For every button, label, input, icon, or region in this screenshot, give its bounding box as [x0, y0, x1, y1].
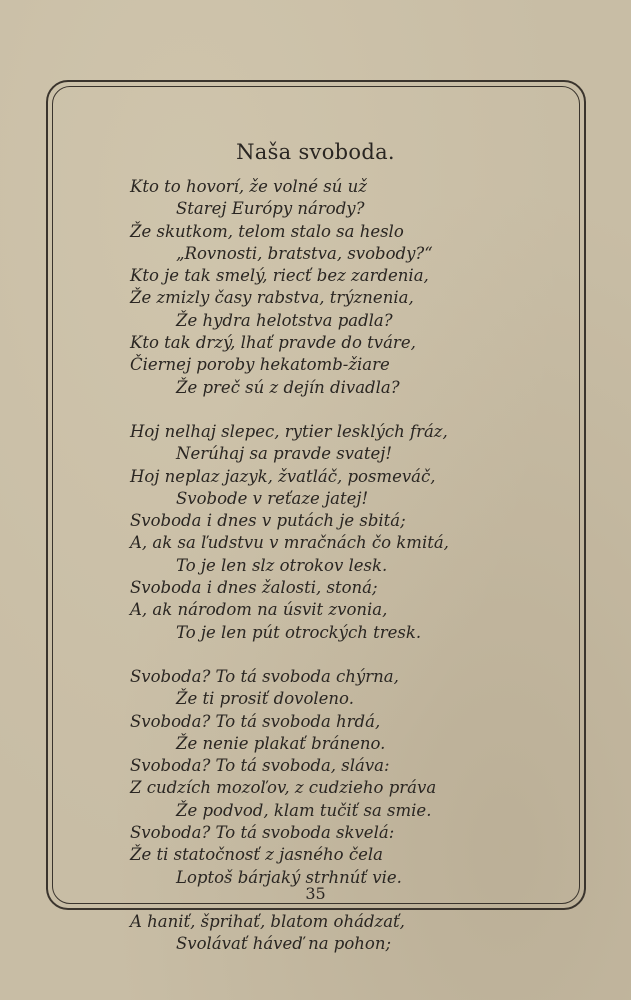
stanza — [130, 176, 570, 399]
poem-line: Svoboda? To tá svoboda hrdá, — [130, 711, 381, 731]
stanza — [130, 666, 570, 889]
poem-line: Že hydra helotstva padla? — [176, 310, 393, 330]
page-number: 35 — [305, 884, 326, 903]
poem-line: Kto tak drzý, lhať pravde do tváre, — [130, 333, 416, 353]
poem-line: Že ti statočnosť z jasného čela — [130, 845, 383, 865]
poem-line: Starej Európy národy? — [176, 199, 365, 219]
poem-line: „Rovnosti, bratstva, svobody?“ — [176, 243, 433, 263]
poem-line: Nerúhaj sa pravde svatej! — [176, 444, 393, 464]
poem-body — [130, 176, 570, 956]
poem-line: Že skutkom, telom stalo sa heslo — [130, 221, 404, 241]
stanza-gap — [130, 644, 570, 666]
poem-line: To je len pút otrockých tresk. — [176, 622, 422, 642]
poem-line: Kto to hovorí, že volné sú už — [130, 177, 367, 196]
poem-line: Svolávať háveď na pohon; — [176, 934, 392, 954]
stanza-gap — [130, 399, 570, 421]
poem-line: Svobode v reťaze jatej! — [176, 488, 369, 508]
poem-line: A, ak národom na úsvit zvonia, — [130, 600, 388, 620]
poem-line: Že podvod, klam tučiť sa smie. — [176, 800, 432, 820]
poem-line: Svoboda i dnes v putách je sbitá; — [130, 511, 406, 531]
stanza — [130, 911, 570, 956]
poem-line: Hoj neplaz jazyk, žvatláč, posmeváč, — [130, 466, 436, 486]
stanza — [130, 421, 570, 644]
poem-line: Svoboda? To tá svoboda skvelá: — [130, 823, 395, 843]
poem-line: Svoboda? To tá svoboda chýrna, — [130, 666, 399, 686]
poem-line: Svoboda i dnes žalosti, stoná; — [130, 578, 378, 598]
poem-line: Hoj nelhaj slepec, rytier lesklých fráz, — [130, 421, 448, 441]
poem-line: A haniť, šprihať, blatom ohádzať, — [130, 911, 405, 931]
poem-line: Kto je tak smelý, riecť bez zardenia, — [130, 266, 429, 286]
poem-line: Z cudzích mozoľov, z cudzieho práva — [130, 778, 437, 798]
poem-line: To je len slz otrokov lesk. — [176, 555, 388, 575]
poem-line: Že preč sú z dejín divadla? — [176, 377, 400, 397]
poem-line: Že zmizly časy rabstva, trýznenia, — [130, 288, 414, 308]
poem-line: Svoboda? To tá svoboda, sláva: — [130, 756, 390, 776]
poem-line: A, ak sa ľudstvu v mračnách čo kmitá, — [130, 533, 449, 553]
poem-line: Loptoš bárjaký strhnúť vie. — [176, 867, 402, 887]
poem-line: Že nenie plakať bráneno. — [176, 733, 386, 753]
poem-line: Čiernej poroby hekatomb-žiare — [130, 355, 390, 375]
poem-line: Že ti prosiť dovoleno. — [176, 689, 354, 709]
poem-title: Naša svoboda. — [236, 140, 395, 164]
